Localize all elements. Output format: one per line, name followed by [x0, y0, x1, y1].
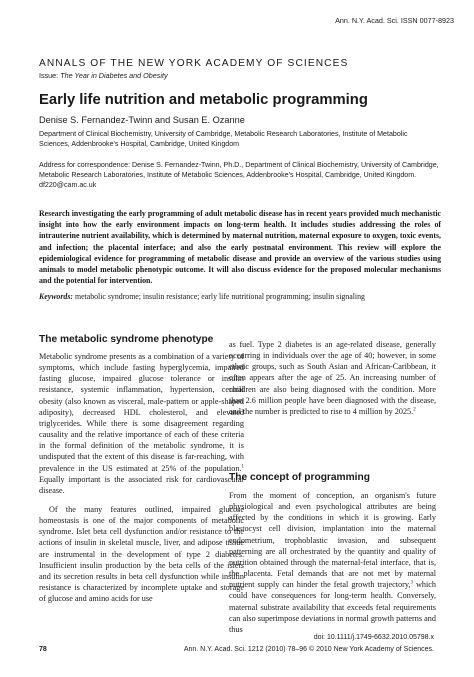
journal-citation: Ann. N.Y. Acad. Sci. 1212 (2010) 78–96 © 2010 New York Academy of Sciences.	[183, 646, 434, 653]
page-number: 78	[39, 646, 47, 653]
affiliation: Department of Clinical Biochemistry, University of Cambridge, Metabolic Research Laboratories, Institute of Metabolic Sciences, Addenbrooke's Hospital, Cambridge, United Kingdom	[39, 130, 408, 148]
running-head: Ann. N.Y. Acad. Sci. ISSN 0077-8923	[335, 16, 454, 25]
citation-ref-2: 2	[413, 407, 416, 413]
paragraph-2: Of the many features outlined, impaired glucose homeostasis is one of the major components of metabolic syndrome. Islet beta cell dysfunction and/or resistance to the actions of insulin in skeletal muscle, liver, and adipose tissue are instrumental in the development of type 2 diabetes. Insufficient insulin production by the beta cells of the islets and its secretion results in beta cell dysfunction while insulin resistance is characterized by incomplete uptake and storage of glucose and amino acids for use	[39, 505, 244, 604]
paragraph-1-tail: Equally important is the associated risk for cardiovascular disease.	[39, 474, 244, 495]
abstract: Research investigating the early programming of adult metabolic disease has in recent years provided much mechanistic insight into how the early environment impacts on long-term health. It includes studies addressing the roles of intrauterine nutrient availability, which is determined by maternal nutrition, maternal exposure to oxygen, toxic events, and infection; the placental interface; and also the early postnatal environment. This review will explore the epidemiological evidence for programming of metabolic disease and provide an overview of the various studies using animals to model metabolic phenotypic outcome. It will also discuss evidence for the proposed molecular mechanisms and the potential for intervention.	[39, 209, 441, 286]
issue-name: The Year in Diabetes and Obesity	[60, 71, 168, 80]
paragraph-3	[229, 339, 436, 417]
paragraph-1-text: Metabolic syndrome presents as a combination of a variety of symptoms, which include fasting hyperglycemia, impaired fasting glucose, impaired glucose tolerance or insulin resistance, systemic inflammation, hypertension, central obesity (also known as visceral, male-pattern or apple-shaped adiposity), decreased HDL cholesterol, and elevated triglycerides. While there is some disagreement regarding causality and the relative importance of each of these criteria in the formal definition of the metabolic syndrome, it is undisputed that the extent of this disease is far-reaching, with prevalence in the US estimated at 25% of the population.	[39, 352, 244, 473]
keywords-line	[39, 292, 449, 301]
correspondence-address: Address for correspondence: Denise S. Fernandez-Twinn, Ph.D., Department of Clinical Biochemistry, University of Cambridge, Metabolic Research Laboratories, Institute of Metabolic Sciences, Addenbrooke's Hospital, Cambridge, United Kingdom. df220@cam.ac.uk	[39, 161, 439, 189]
journal-name: ANNALS OF THE NEW YORK ACADEMY OF SCIENCES	[39, 58, 349, 69]
issue-line	[39, 71, 168, 80]
paragraph-4-text: From the moment of conception, an organism's future physiological and even psychological attributes are being affected by the conditions in which it is growing. Early blastocyst cell division, implantation into the maternal endometrium, trophoblastic invasion, and subsequent patterning are all orchestrated by the quantity and quality of nutrition obtained through the maternal-fetal interface, that is, the placenta. Fetal demands that are not met by maternal nutrient supply can hinder the fetal growth trajectory,	[229, 491, 436, 590]
keywords-list: metabolic syndrome; insulin resistance; early life nutritional programming; insulin signaling	[74, 292, 365, 301]
doi: doi: 10.1111/j.1749-6632.2010.05798.x	[313, 634, 434, 641]
author-list: Denise S. Fernandez-Twinn and Susan E. Ozanne	[39, 115, 245, 125]
citation-ref-1: 1	[241, 463, 244, 469]
paragraph-4	[229, 490, 436, 635]
paragraph-1	[39, 351, 244, 496]
issue-label: Issue:	[39, 71, 61, 80]
keywords-label: Keywords:	[39, 292, 73, 301]
article-title: Early life nutrition and metabolic programming	[39, 92, 368, 108]
section-heading-programming: The concept of programming	[229, 472, 370, 483]
section-heading-metabolic-syndrome: The metabolic syndrome phenotype	[39, 334, 214, 345]
paragraph-4-tail: which could have consequences for long-term health. Conversely, maternal substrate availability that exceeds fetal requirements can also superimpose deviations in normal growth patterns and thus	[229, 580, 436, 634]
citation-ref-3: 3	[410, 580, 413, 586]
paragraph-3-text: as fuel. Type 2 diabetes is an age-related disease, generally occurring in individuals over the age of 40; however, in some ethnic groups, such as South Asian and African-Caribbean, it often appears after the age of 25. An increasing number of children are also being diagnosed with the condition. More than 2.6 million people have been diagnosed with the disease, and the number is predicted to rise to 4 million by 2025.	[229, 340, 436, 416]
